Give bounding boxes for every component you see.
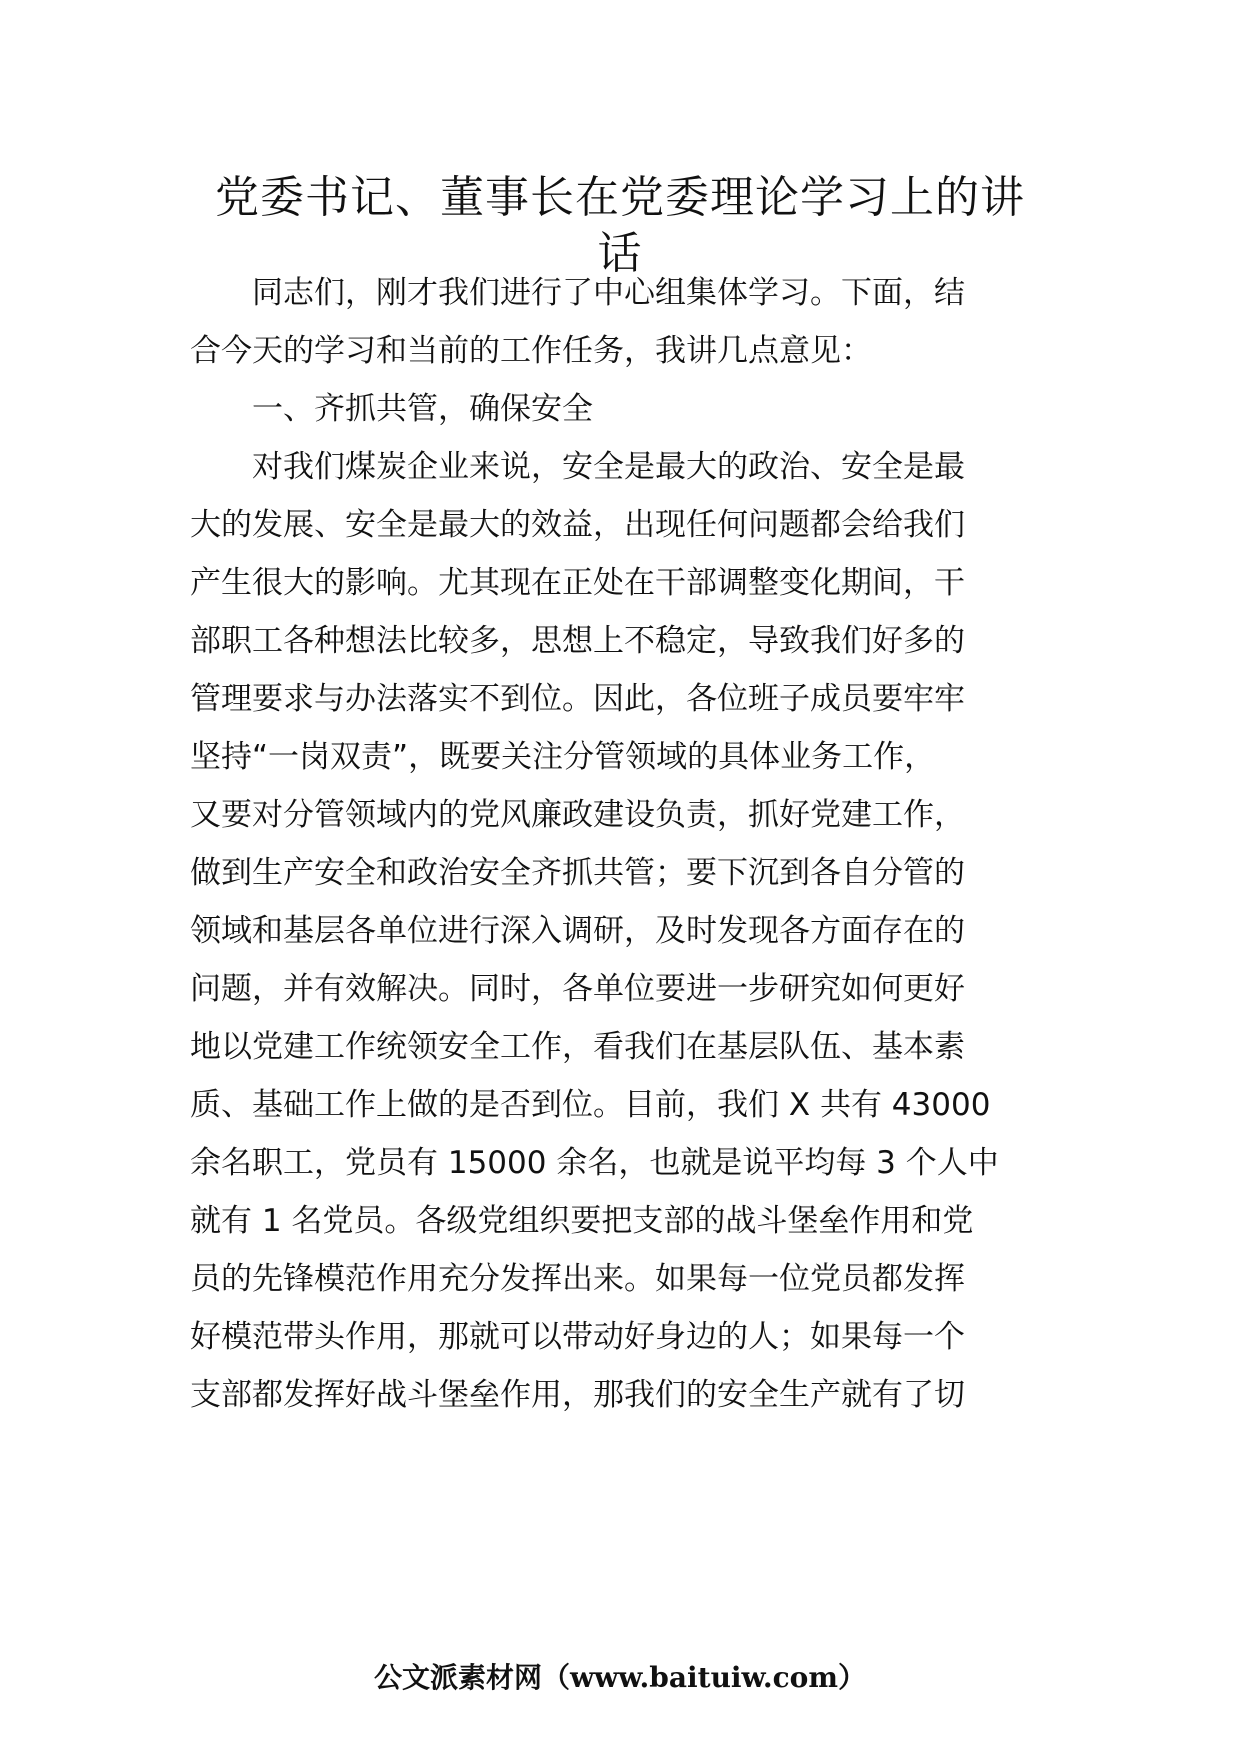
paragraph-line: 同志们，刚才我们进行了中心组集体学习。下面，结 bbox=[252, 275, 965, 311]
section-heading: 一、齐抓共管，确保安全 bbox=[252, 391, 593, 427]
title-line: 话 bbox=[597, 228, 643, 279]
paragraph-line: 员的先锋模范作用充分发挥出来。如果每一位党员都发挥 bbox=[190, 1261, 965, 1297]
paragraph-line: 问题，并有效解决。同时，各单位要进一步研究如何更好 bbox=[190, 971, 965, 1007]
paragraph-line: 做到生产安全和政治安全齐抓共管；要下沉到各自分管的 bbox=[190, 855, 965, 891]
paragraph-line: 质、基础工作上做的是否到位。目前，我们 X 共有 43000 bbox=[190, 1087, 991, 1123]
paragraph-line: 好模范带头作用，那就可以带动好身边的人；如果每一个 bbox=[190, 1319, 965, 1355]
paragraph-line: 支部都发挥好战斗堡垒作用，那我们的安全生产就有了切 bbox=[190, 1377, 965, 1413]
paragraph-line: 合今天的学习和当前的工作任务，我讲几点意见： bbox=[190, 333, 872, 369]
paragraph-line: 大的发展、安全是最大的效益，出现任何问题都会给我们 bbox=[190, 507, 965, 543]
source-watermark: 公文派素材网（www.baituiw.com） bbox=[374, 1661, 866, 1694]
document-title bbox=[190, 170, 1050, 282]
paragraph-line: 地以党建工作统领安全工作，看我们在基层队伍、基本素 bbox=[190, 1029, 965, 1065]
paragraph-line: 余名职工，党员有 15000 余名，也就是说平均每 3 个人中 bbox=[190, 1145, 999, 1181]
paragraph-line: 管理要求与办法落实不到位。因此，各位班子成员要牢牢 bbox=[190, 681, 965, 717]
paragraph-line: 领域和基层各单位进行深入调研，及时发现各方面存在的 bbox=[190, 913, 965, 949]
paragraph-line: 部职工各种想法比较多，思想上不稳定，导致我们好多的 bbox=[190, 623, 965, 659]
paragraph-line: 产生很大的影响。尤其现在正处在干部调整变化期间，干 bbox=[190, 565, 965, 601]
paragraph-line: 就有 1 名党员。各级党组织要把支部的战斗堡垒作用和党 bbox=[190, 1203, 974, 1239]
paragraph-line: 又要对分管领域内的党风廉政建设负责，抓好党建工作， bbox=[190, 797, 965, 833]
title-line: 党委书记、董事长在党委理论学习上的讲 bbox=[215, 172, 1025, 223]
paragraph-line: 坚持“一岗双责”，既要关注分管领域的具体业务工作， bbox=[190, 739, 936, 775]
paragraph-line: 对我们煤炭企业来说，安全是最大的政治、安全是最 bbox=[252, 449, 965, 485]
